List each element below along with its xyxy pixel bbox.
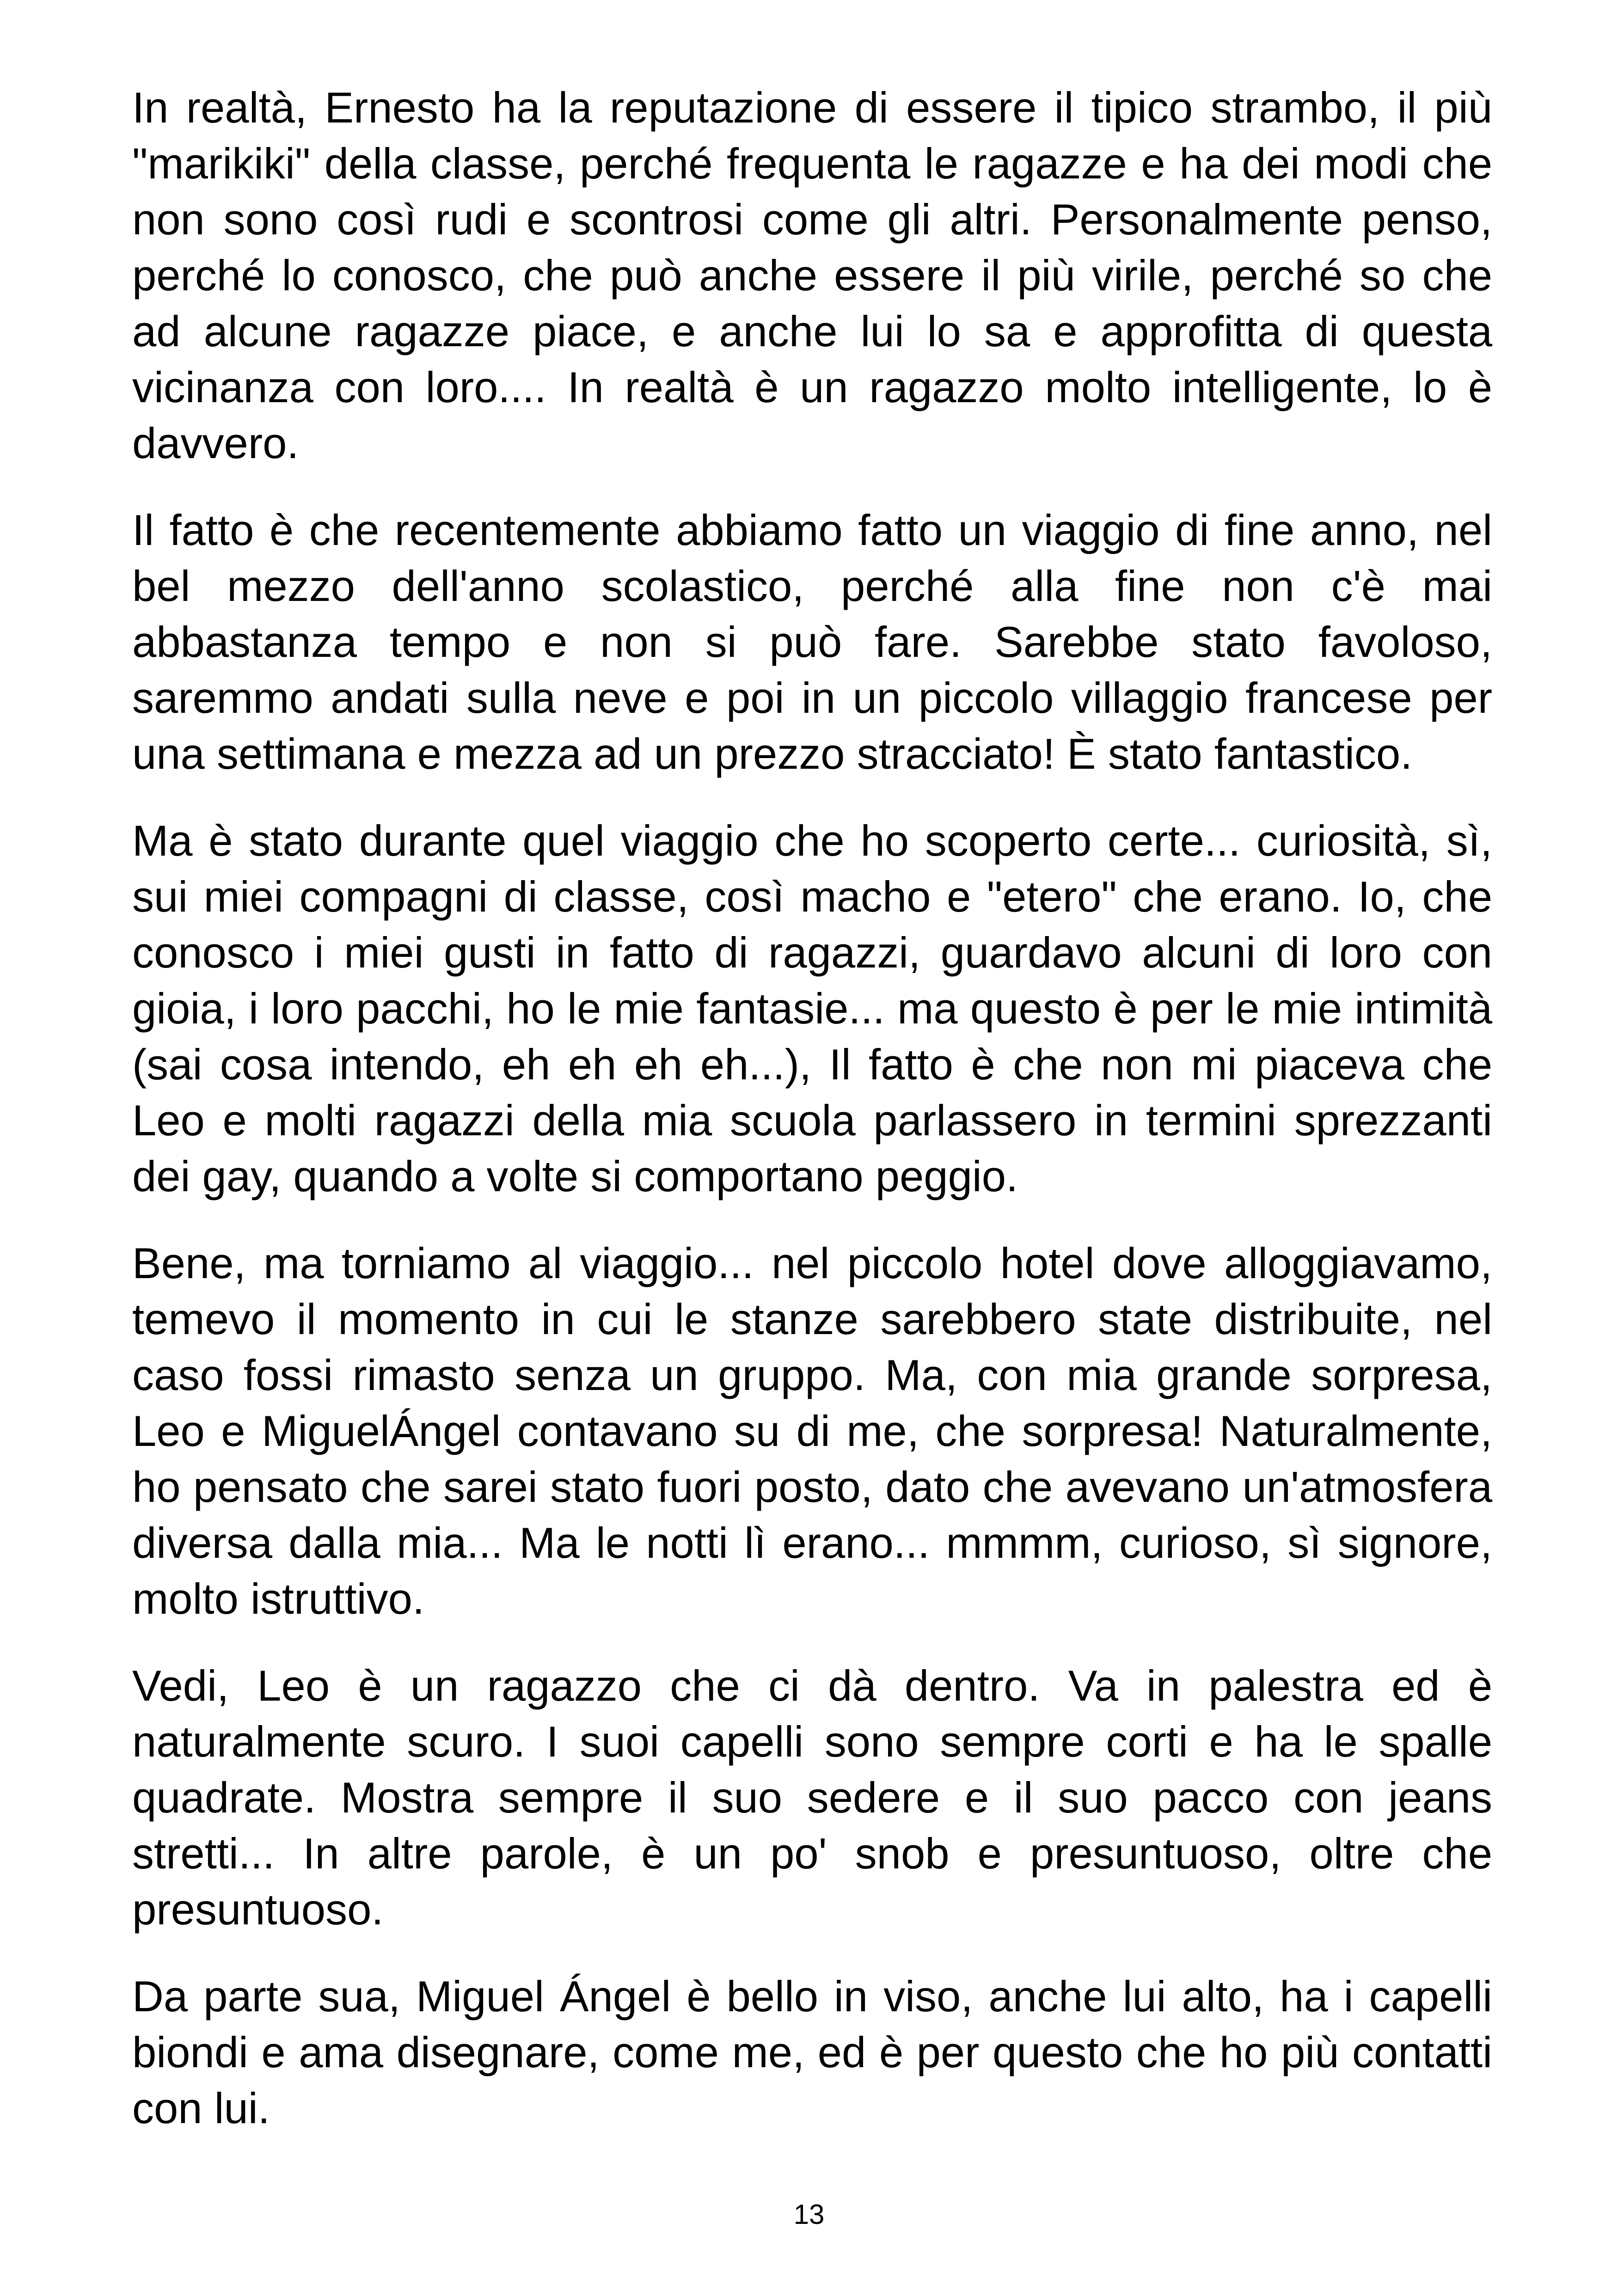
- page-number: 13: [793, 2199, 825, 2230]
- paragraph-1: In realtà, Ernesto ha la reputazione di essere il tipico strambo, il più "marikiki" della classe, perché frequenta le ragazze e ha dei modi che non sono così rudi e scontrosi come gli altri. Personalmente penso, perché lo conosco, che può anche essere il più virile, perché so che ad alcune ragazze piace, e anche lui lo sa e approfitta di questa vicinanza con loro.... In realtà è un ragazzo molto intelligente, lo è davvero.: [132, 83, 1492, 467]
- paragraph-2: Il fatto è che recentemente abbiamo fatto un viaggio di fine anno, nel bel mezzo dell'anno scolastico, perché alla fine non c'è mai abbastanza tempo e non si può fare. Sarebbe stato favoloso, saremmo andati sulla neve e poi in un piccolo villaggio francese per una settimana e mezza ad un prezzo stracciato! È stato fantastico.: [132, 506, 1492, 778]
- paragraph-3: Ma è stato durante quel viaggio che ho scoperto certe... curiosità, sì, sui miei compagni di classe, così macho e "etero" che erano. Io, che conosco i miei gusti in fatto di ragazzi, guardavo alcuni di loro con gioia, i loro pacchi, ho le mie fantasie... ma questo è per le mie intimità (sai cosa intendo, eh eh eh eh...), Il fatto è che non mi piaceva che Leo e molti ragazzi della mia scuola parlassero in termini sprezzanti dei gay, quando a volte si comportano peggio.: [132, 816, 1492, 1200]
- body-text: [132, 80, 1492, 2167]
- paragraph-6: Da parte sua, Miguel Ángel è bello in viso, anche lui alto, ha i capelli biondi e ama disegnare, come me, ed è per questo che ho più contatti con lui.: [132, 1972, 1492, 2132]
- paragraph-4: Bene, ma torniamo al viaggio... nel piccolo hotel dove alloggiavamo, temevo il momento in cui le stanze sarebbero state distribuite, nel caso fossi rimasto senza un gruppo. Ma, con mia grande sorpresa, Leo e MiguelÁngel contavano su di me, che sorpresa! Naturalmente, ho pensato che sarei stato fuori posto, dato che avevano un'atmosfera diversa dalla mia... Ma le notti lì erano... mmmm, curioso, sì signore, molto istruttivo.: [132, 1239, 1492, 1623]
- paragraph-5: Vedi, Leo è un ragazzo che ci dà dentro. Va in palestra ed è naturalmente scuro. I suoi capelli sono sempre corti e ha le spalle quadrate. Mostra sempre il suo sedere e il suo pacco con jeans stretti... In altre parole, è un po' snob e presuntuoso, oltre che presuntuoso.: [132, 1661, 1492, 1934]
